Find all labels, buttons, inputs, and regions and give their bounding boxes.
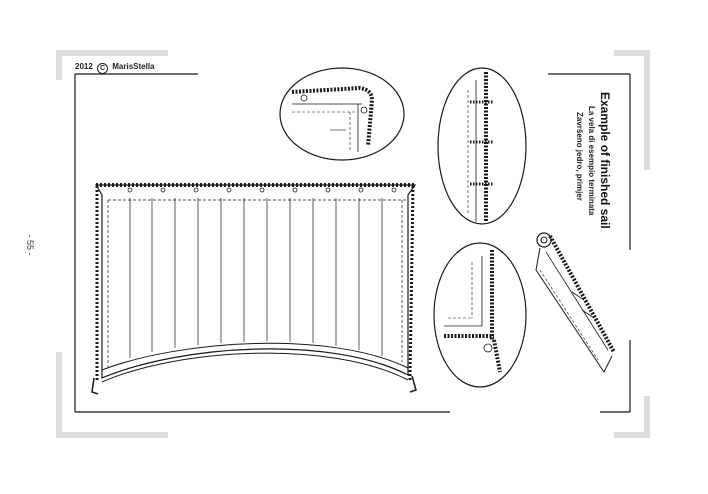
detail-edge-ellipse (438, 68, 526, 224)
page-number: - 55 - (25, 234, 35, 256)
caption-english: Example of finished sail (598, 92, 612, 229)
copyright-icon: C (97, 63, 108, 74)
copyright-author: MarisStella (112, 62, 155, 71)
copyright-notice (75, 62, 155, 74)
sail-perspective-sketch (536, 233, 614, 372)
caption-croatian: Završeno jedro, primjer (575, 112, 584, 201)
caption-italian: La vela di esempio terminata (587, 106, 596, 216)
detail-clew-ellipse (434, 243, 526, 387)
detail-corner-ellipse (280, 68, 404, 160)
sail-main-drawing (92, 185, 416, 394)
copyright-year: 2012 (75, 62, 93, 71)
